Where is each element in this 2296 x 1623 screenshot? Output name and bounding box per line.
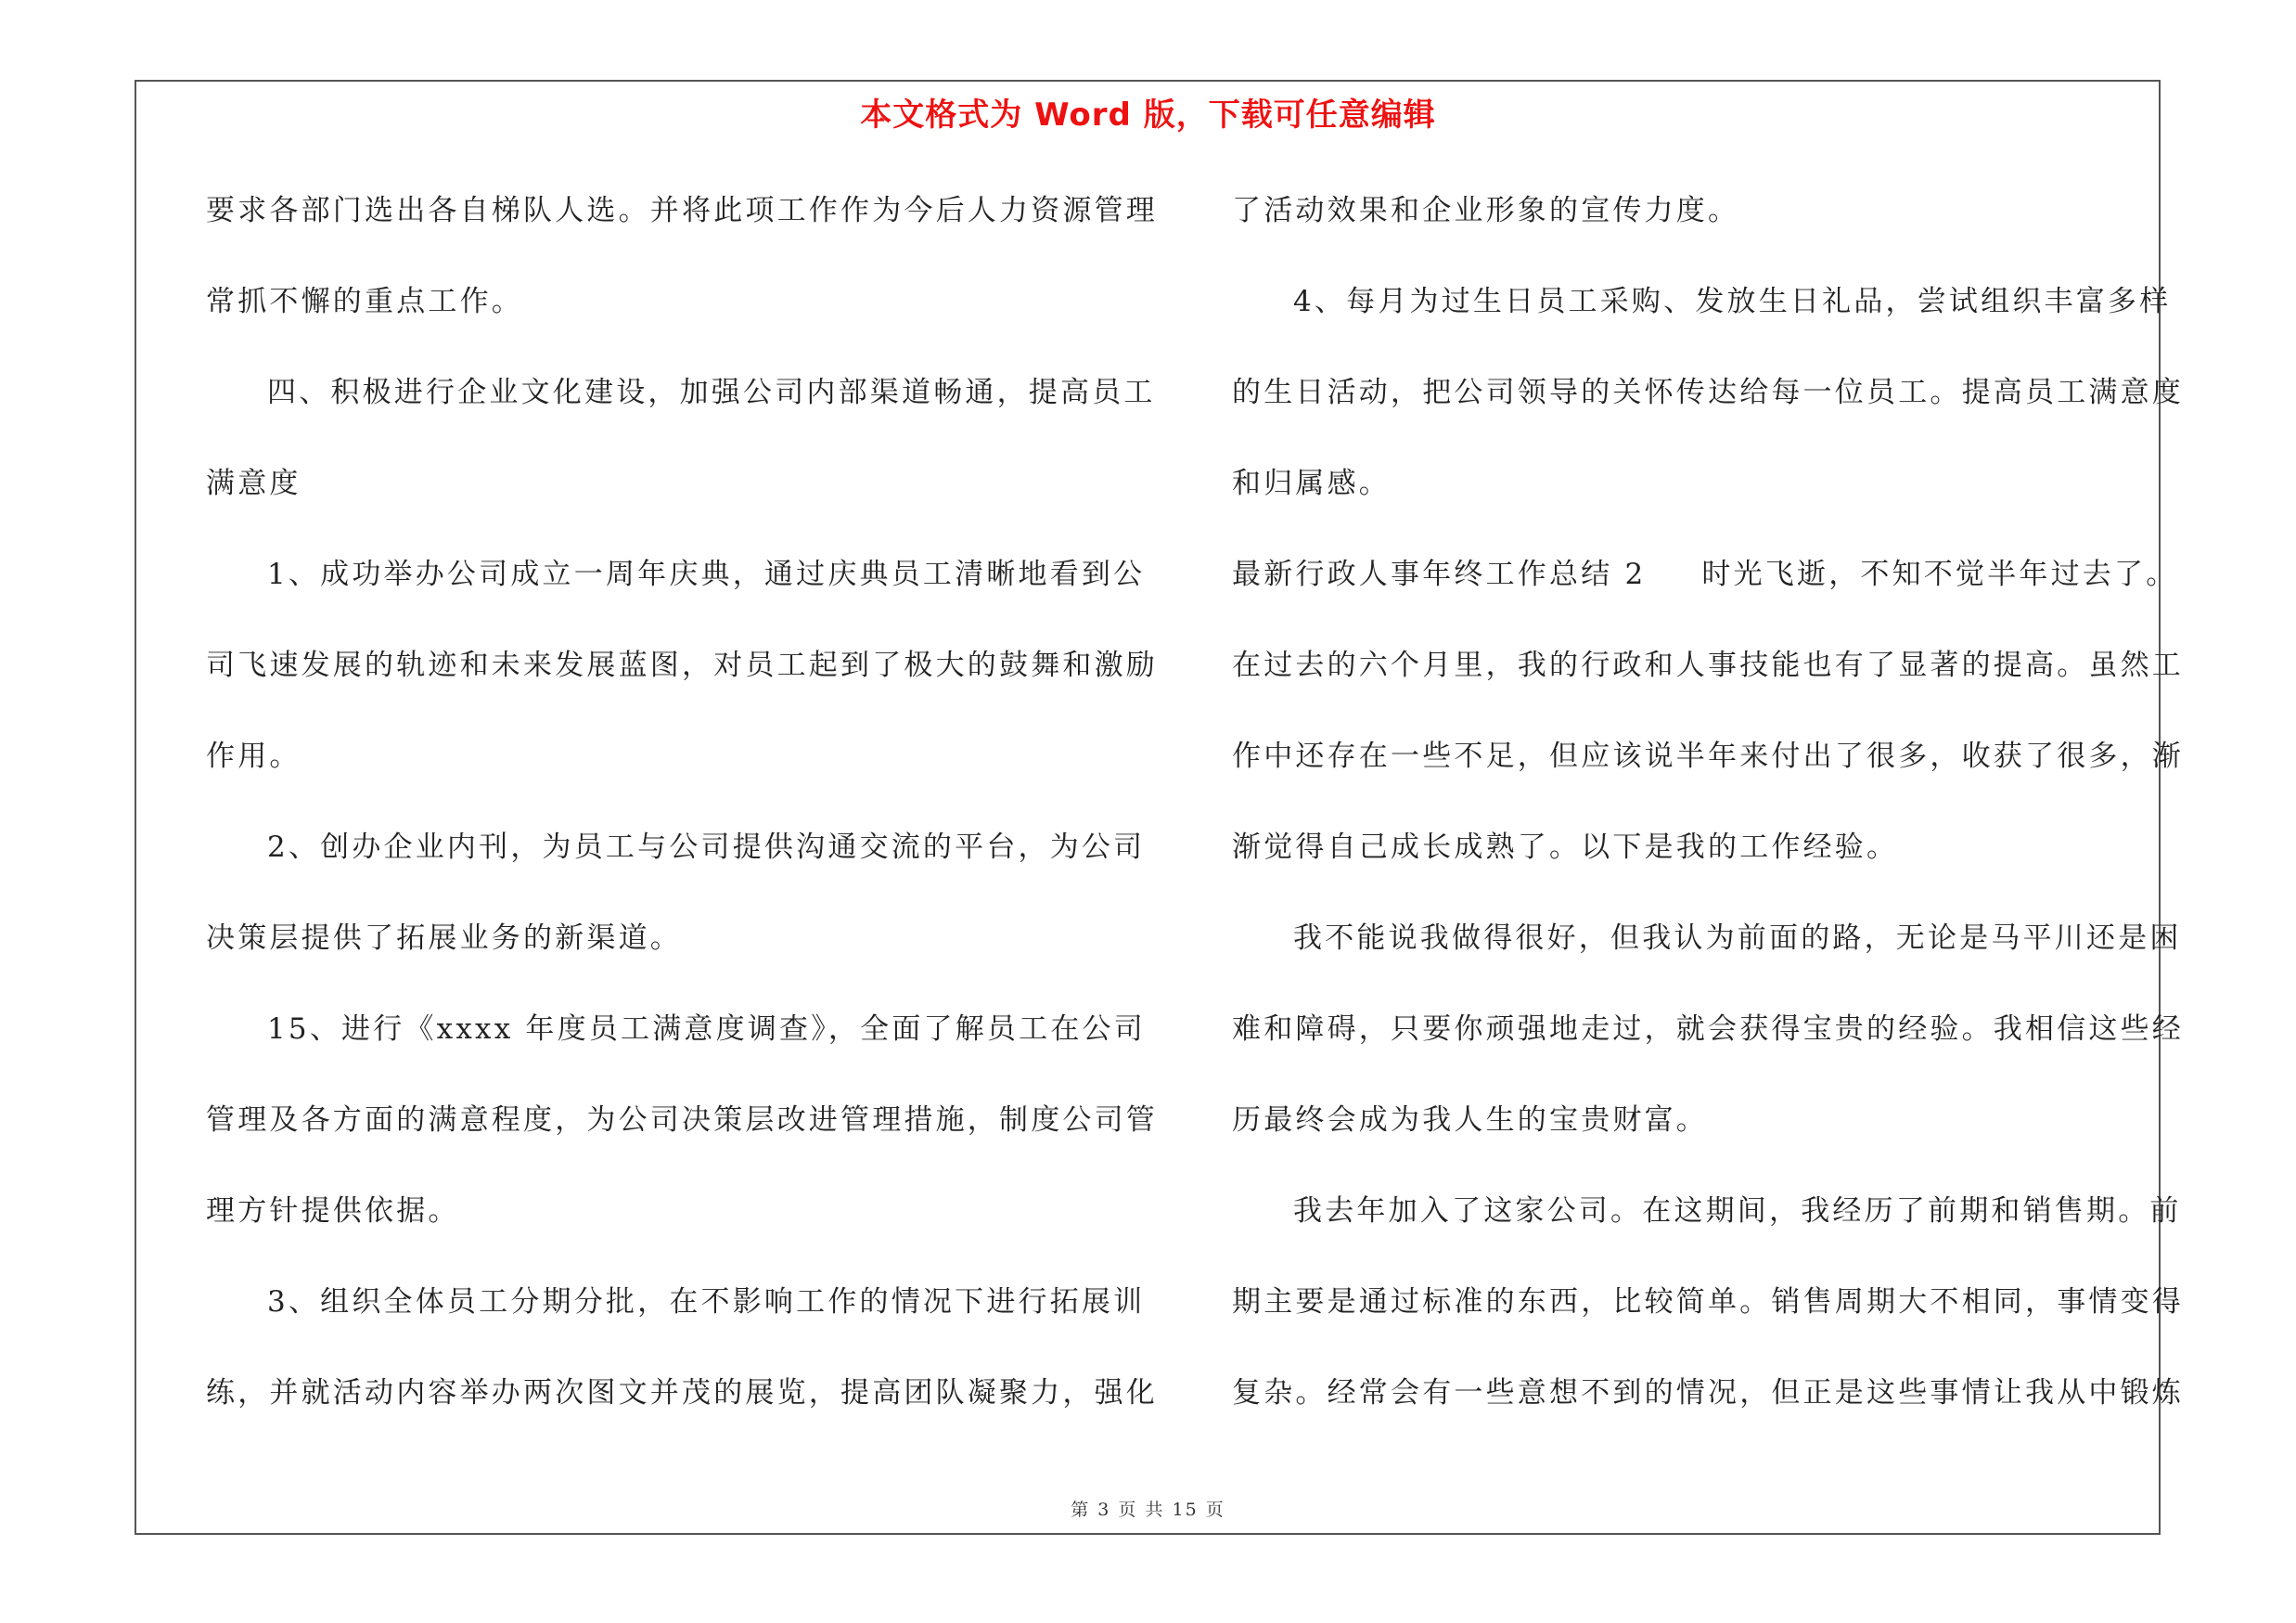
text-line: 和归属感。 <box>1232 467 1391 500</box>
text-line: 作用。 <box>206 740 301 773</box>
text-line: 时光飞逝，不知不觉半年过去了。 <box>1701 558 2178 591</box>
text-line: 2、创办企业内刊，为员工与公司提供沟通交流的平台，为公司 <box>267 831 1146 864</box>
text-line: 了活动效果和企业形象的宣传力度。 <box>1232 194 1740 227</box>
text-line: 要求各部门选出各自梯队人选。并将此项工作作为今后人力资源管理 <box>206 194 1158 227</box>
text-line: 难和障碍，只要你顽强地走过，就会获得宝贵的经验。我相信这些经 <box>1232 1012 2184 1046</box>
text-line: 理方针提供依据。 <box>206 1194 460 1228</box>
text-line: 15、进行《xxxx 年度员工满意度调查》，全面了解员工在公司 <box>267 1012 1146 1046</box>
text-line: 1、成功举办公司成立一周年庆典，通过庆典员工清晰地看到公 <box>267 558 1146 591</box>
text-line: 管理及各方面的满意程度，为公司决策层改进管理措施，制度公司管 <box>206 1103 1158 1137</box>
section-heading: 四、积极进行企业文化建设，加强公司内部渠道畅通，提高员工 <box>267 376 1156 409</box>
left-column <box>206 182 1158 1455</box>
text-line: 决策层提供了拓展业务的新渠道。 <box>206 921 682 955</box>
section-title-line <box>1232 546 2178 637</box>
text-line: 复杂。经常会有一些意想不到的情况，但正是这些事情让我从中锻炼 <box>1232 1376 2184 1410</box>
text-line: 我不能说我做得很好，但我认为前面的路，无论是马平川还是困 <box>1293 921 2182 955</box>
text-line: 作中还存在一些不足，但应该说半年来付出了很多，收获了很多，渐 <box>1232 740 2184 773</box>
text-line: 3、组织全体员工分期分批，在不影响工作的情况下进行拓展训 <box>267 1285 1146 1319</box>
text-line: 司飞速发展的轨迹和未来发展蓝图，对员工起到了极大的鼓舞和激励 <box>206 649 1158 682</box>
text-line: 练，并就活动内容举办两次图文并茂的展览，提高团队凝聚力，强化 <box>206 1376 1158 1410</box>
right-column <box>1232 182 2184 1455</box>
text-line: 的生日活动，把公司领导的关怀传达给每一位员工。提高员工满意度 <box>1232 376 2184 409</box>
text-line: 满意度 <box>206 467 301 500</box>
section-title: 最新行政人事年终工作总结 2 <box>1232 558 1647 591</box>
page-number: 第 3 页 共 15 页 <box>1071 1500 1225 1520</box>
text-line: 我去年加入了这家公司。在这期间，我经历了前期和销售期。前 <box>1293 1194 2182 1228</box>
text-line: 渐觉得自己成长成熟了。以下是我的工作经验。 <box>1232 831 1899 864</box>
text-line: 4、每月为过生日员工采购、发放生日礼品，尝试组织丰富多样 <box>1293 285 2172 318</box>
text-line: 在过去的六个月里，我的行政和人事技能也有了显著的提高。虽然工 <box>1232 649 2184 682</box>
text-line: 历最终会成为我人生的宝贵财富。 <box>1232 1103 1708 1137</box>
format-banner: 本文格式为 Word 版，下载可任意编辑 <box>860 97 1436 134</box>
text-line: 常抓不懈的重点工作。 <box>206 285 523 318</box>
text-line: 期主要是通过标准的东西，比较简单。销售周期大不相同，事情变得 <box>1232 1285 2184 1319</box>
